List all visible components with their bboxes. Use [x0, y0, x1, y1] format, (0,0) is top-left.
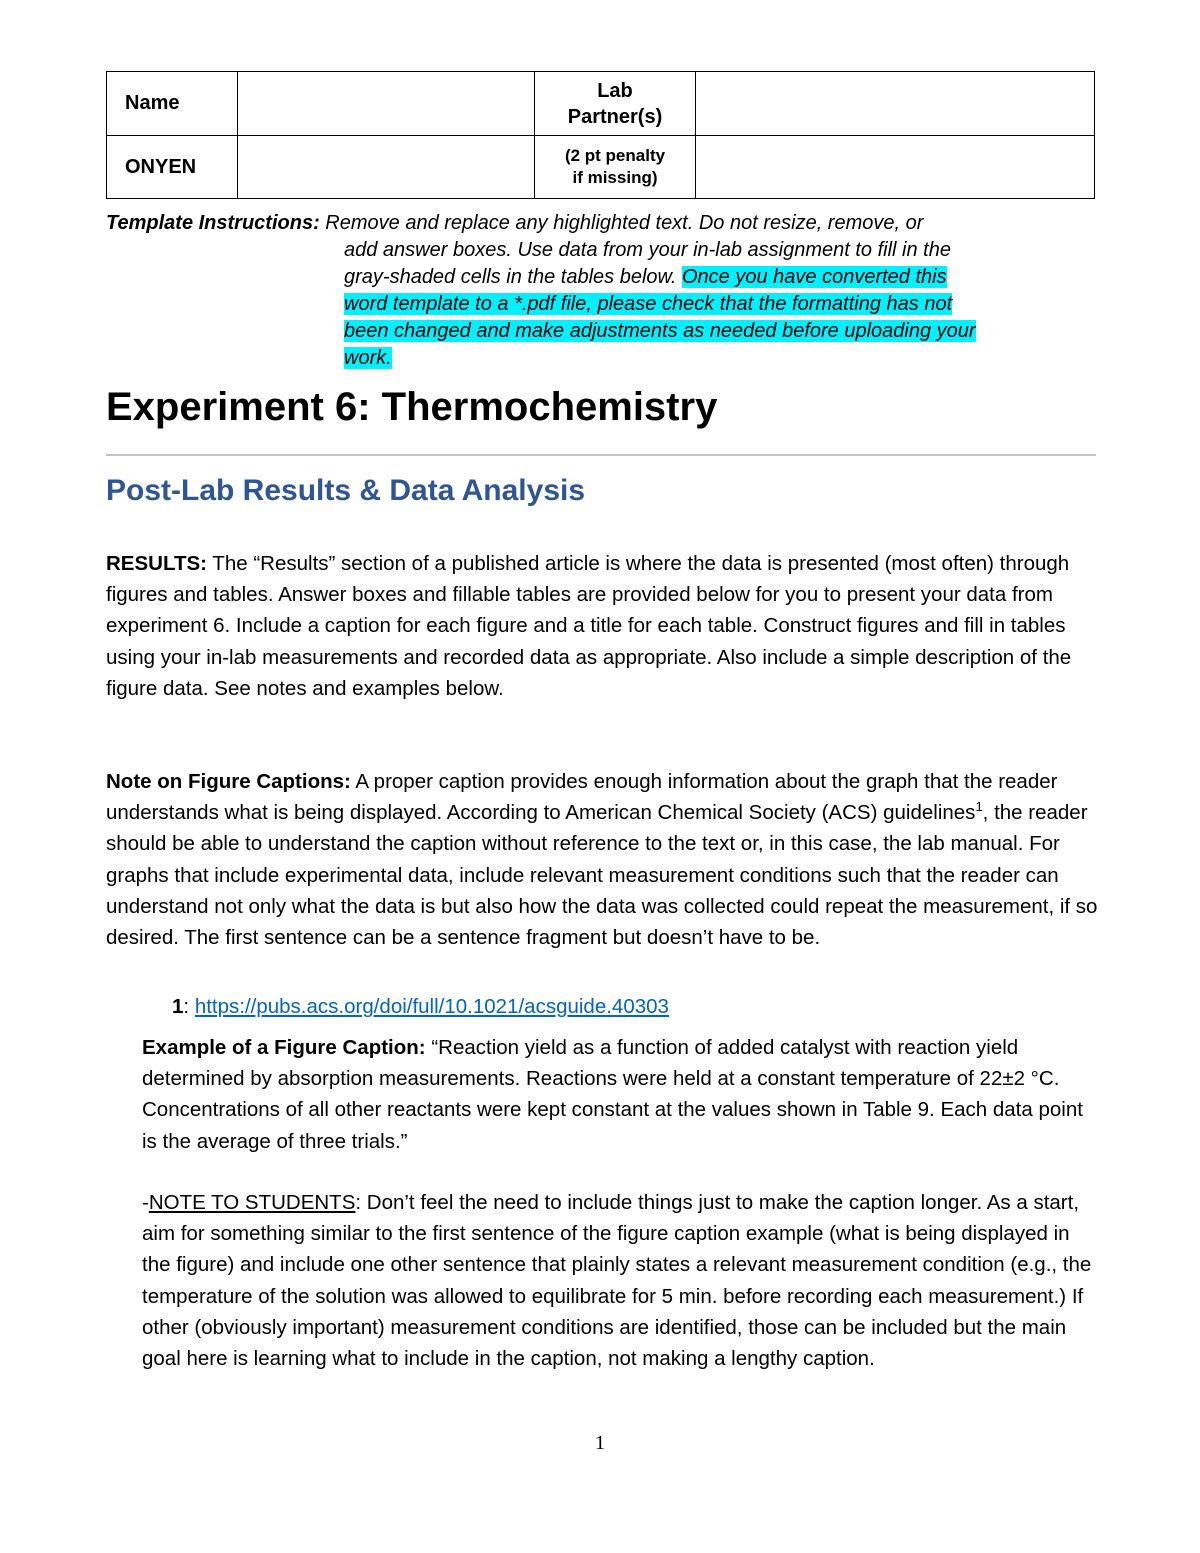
- name-label: Name: [125, 92, 180, 114]
- highlighted-instruction-4: word template to a *.pdf file, please check that the formatting has not: [344, 293, 953, 315]
- figure-captions-text-b: , the reader should be able to understand the caption without reference to the text or, in this case, the lab manual. For graphs that include experimental data, include relevant measurement conditions such that the reader can understand not only what the data is but also how the data was collected could repeat the measurement, if so desired. The first sentence can be a sentence fragment but doesn’t have to be.: [106, 801, 1098, 950]
- template-instructions: [106, 210, 1106, 372]
- penalty-note-line2: if missing): [572, 168, 658, 187]
- lab-partners-label-cell: [535, 72, 696, 136]
- instructions-text-3: gray-shaded cells in the tables below.: [344, 266, 682, 288]
- lab-partners-input-cell[interactable]: [696, 72, 1095, 136]
- onyen-input-cell[interactable]: [238, 136, 535, 199]
- instructions-line-6: [106, 345, 1106, 372]
- student-note: [142, 1187, 1102, 1374]
- example-caption-label: Example of a Figure Caption:: [142, 1036, 426, 1059]
- student-note-prefix: -: [142, 1191, 149, 1214]
- instructions-line-1: [106, 210, 1106, 237]
- highlighted-instruction-start: Once you have converted this: [681, 266, 947, 288]
- student-note-label: NOTE TO STUDENTS: [148, 1191, 356, 1214]
- reference-line: [172, 991, 669, 1022]
- page-title: Experiment 6: Thermochemistry: [106, 385, 718, 429]
- reference-separator: :: [183, 995, 195, 1018]
- page-number: 1: [595, 1432, 605, 1454]
- name-label-cell: [107, 72, 238, 136]
- name-input-cell[interactable]: [238, 72, 535, 136]
- highlighted-instruction-6: work.: [344, 347, 392, 369]
- penalty-note-cell: [535, 136, 696, 199]
- footnote-marker: 1: [975, 799, 983, 815]
- highlighted-instruction-5: been changed and make adjustments as needed before uploading your: [344, 320, 976, 342]
- instructions-line-3: [106, 264, 1106, 291]
- lab-partners-label-line1: Lab: [597, 79, 633, 102]
- title-divider: [106, 454, 1096, 456]
- results-paragraph: [106, 548, 1106, 704]
- lab-partners-label-line2: Partner(s): [567, 105, 663, 128]
- instructions-line-5: [106, 318, 1106, 345]
- example-caption-text: “Reaction yield as a function of added catalyst with reaction yield determined by absorption measurements. Reactions were held at a constant temperature of 22±2 °C. Concentrations of all other reactants were kept constant at the values shown in Table 9. Each data point is the average of three trials.”: [142, 1036, 1083, 1153]
- section-heading: Post-Lab Results & Data Analysis: [106, 474, 586, 507]
- results-label: RESULTS:: [106, 552, 207, 575]
- instructions-line-4: [106, 291, 1106, 318]
- figure-captions-text-a: A proper caption provides enough information about the graph that the reader understands what is being displayed. According to American Chemical Society (ACS) guidelines: [106, 770, 1058, 825]
- penalty-note-line1: (2 pt penalty: [564, 146, 666, 165]
- instructions-label: Template Instructions:: [106, 212, 320, 234]
- student-info-table: [106, 71, 1095, 199]
- figure-captions-note: [106, 766, 1106, 953]
- onyen-label-cell: [107, 136, 238, 199]
- figure-captions-label: Note on Figure Captions:: [106, 770, 351, 793]
- acs-guide-link[interactable]: https://pubs.acs.org/doi/full/10.1021/acsguide.40303: [194, 995, 669, 1018]
- reference-number: 1: [172, 995, 184, 1018]
- lab-partners-onyen-input-cell[interactable]: [696, 136, 1095, 199]
- results-text: The “Results” section of a published article is where the data is presented (most often) through figures and tables. Answer boxes and fillable tables are provided below for you to present your data from experiment 6. Include a caption for each figure and a title for each table. Construct figures and fill in tables using your in-lab measurements and recorded data as appropriate. Also include a simple description of the figure data. See notes and examples below.: [106, 552, 1072, 700]
- example-caption: [142, 1032, 1102, 1157]
- instructions-text-1: Remove and replace any highlighted text. Do not resize, remove, or: [319, 212, 924, 234]
- instructions-line-2: add answer boxes. Use data from your in-lab assignment to fill in the: [344, 239, 951, 261]
- student-note-text: : Don’t feel the need to include things just to make the caption longer. As a start, aim for something similar to the first sentence of the figure caption example (what is being displayed in the figure) and include one other sentence that plainly states a relevant measurement condition (e.g., the temperature of the solution was allowed to equilibrate for 5 min. before recording each measurement.) If other (obviously important) measurement conditions are identified, those can be included but the main goal here is learning what to include in the caption, not making a lengthy caption.: [142, 1191, 1092, 1371]
- onyen-label: ONYEN: [125, 155, 197, 178]
